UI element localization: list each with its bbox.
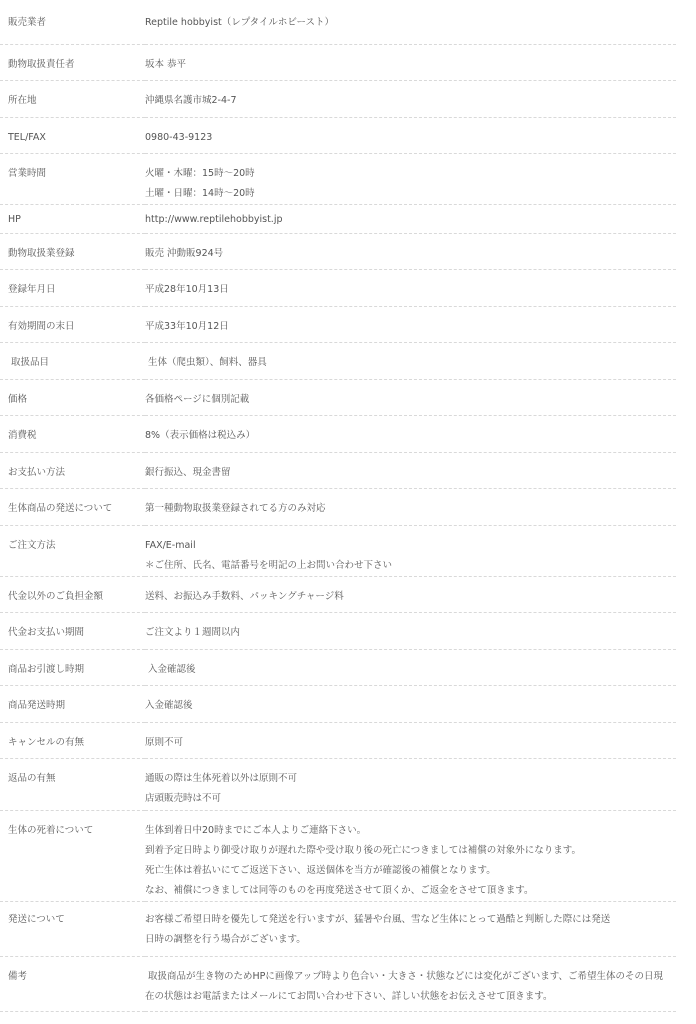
- row-value: [145, 269, 676, 306]
- row-value-line: 土曜・日曜：14時〜20時: [145, 187, 255, 199]
- info-row: [0, 722, 676, 758]
- row-value: [145, 204, 676, 233]
- info-row: [0, 80, 676, 117]
- row-label: 販売業者: [0, 0, 145, 44]
- info-row: [0, 269, 676, 306]
- row-label: 代金以外のご負担金額: [0, 576, 145, 612]
- row-label: 備考: [0, 956, 145, 1011]
- row-value-line: お客様ご希望日時を優先して発送を行いますが、猛暑や台風、雪など生体にとって過酷と判断した際には発送日時の調整を行う場合がございます。: [145, 913, 611, 945]
- info-row: [0, 117, 676, 153]
- row-value-line: FAX/E-mail: [145, 539, 196, 551]
- row-value: [145, 379, 676, 415]
- row-label: 取扱品目: [0, 342, 145, 379]
- row-value-line: ご注文より１週間以内: [145, 626, 241, 638]
- info-row: [0, 612, 676, 649]
- row-label: 返品の有無: [0, 758, 145, 810]
- row-value-line: 通販の際は生体死着以外は原則不可: [145, 772, 298, 784]
- row-label: 商品お引渡し時期: [0, 649, 145, 685]
- row-label: お支払い方法: [0, 452, 145, 488]
- info-row: [0, 0, 676, 44]
- row-value: [145, 44, 676, 80]
- row-value: [145, 901, 676, 956]
- row-label: 動物取扱責任者: [0, 44, 145, 80]
- row-label: 有効期間の末日: [0, 306, 145, 342]
- info-row: [0, 379, 676, 415]
- row-label: 生体商品の発送について: [0, 488, 145, 525]
- row-value-line: 火曜・木曜：15時〜20時: [145, 167, 255, 179]
- row-value-line: 到着予定日時より御受け取りが遅れた際や受け取り後の死亡につきましては補償の対象外になります。: [145, 844, 582, 856]
- info-row: [0, 488, 676, 525]
- row-value-line: http://www.reptilehobbyist.jp: [145, 213, 283, 225]
- row-value-line: 販売 沖動販924号: [145, 247, 224, 259]
- row-value: [145, 0, 676, 44]
- row-value: [145, 758, 676, 810]
- info-row: [0, 452, 676, 488]
- row-label: TEL/FAX: [0, 117, 145, 153]
- info-row: [0, 685, 676, 722]
- row-label: 所在地: [0, 80, 145, 117]
- row-label: ご注文方法: [0, 525, 145, 576]
- row-value-line: 店頭販売時は不可: [145, 792, 222, 804]
- row-value-line: 生体到着日中20時までにご本人よりご連絡下さい。: [145, 824, 367, 836]
- row-value-line: 平成28年10月13日: [145, 283, 229, 295]
- row-value-line: 0980-43-9123: [145, 131, 213, 143]
- row-value: [145, 452, 676, 488]
- info-row: [0, 204, 676, 233]
- info-row: [0, 233, 676, 269]
- info-row: [0, 576, 676, 612]
- row-value-line: 死亡生体は着払いにてご返送下さい、返送個体を当方が確認後の補償となります。: [145, 864, 496, 876]
- row-label: 代金お支払い期間: [0, 612, 145, 649]
- row-value-line: Reptile hobbyist（レプタイルホビースト）: [145, 17, 335, 28]
- row-label: 営業時間: [0, 153, 145, 204]
- row-label: 発送について: [0, 901, 145, 956]
- row-value-line: 入金確認後: [145, 663, 196, 675]
- row-label: 価格: [0, 379, 145, 415]
- row-value: [145, 80, 676, 117]
- row-value: [145, 685, 676, 722]
- info-row: [0, 415, 676, 452]
- info-row: [0, 901, 676, 956]
- row-value-line: 入金確認後: [145, 699, 193, 711]
- row-value: [145, 576, 676, 612]
- row-value: [145, 488, 676, 525]
- row-label: HP: [0, 204, 145, 233]
- info-row: [0, 758, 676, 810]
- row-label: 動物取扱業登録: [0, 233, 145, 269]
- row-value: [145, 306, 676, 342]
- row-value-line: 取扱商品が生き物のためHPに画像アップ時より色合い・大きさ・状態などには変化がございます、ご希望生体のその日現在の状態はお電話またはメールにてお問い合わせ下さい、詳しい状態をお伝えさせて頂きます。: [145, 970, 663, 1002]
- info-row: [0, 44, 676, 80]
- row-value-line: 原則不可: [145, 736, 184, 748]
- info-row: [0, 342, 676, 379]
- row-label: キャンセルの有無: [0, 722, 145, 758]
- row-value-line: 8%（表示価格は税込み）: [145, 429, 256, 441]
- info-row: [0, 956, 676, 1011]
- row-value: [145, 415, 676, 452]
- row-value-line: 第一種動物取扱業登録されてる方のみ対応: [145, 502, 326, 514]
- info-row: [0, 649, 676, 685]
- row-value: [145, 117, 676, 153]
- row-value-line: 送料、お振込み手数料、パッキングチャージ料: [145, 590, 344, 602]
- row-value: [145, 525, 676, 576]
- row-value-line: 各価格ページに個別記載: [145, 393, 250, 405]
- row-value-line: 生体（爬虫類）、飼料、器具: [145, 356, 267, 368]
- row-label: 消費税: [0, 415, 145, 452]
- row-value: [145, 722, 676, 758]
- row-value: [145, 233, 676, 269]
- info-row: [0, 306, 676, 342]
- row-value-line: 平成33年10月12日: [145, 320, 229, 332]
- row-value: [145, 153, 676, 204]
- info-row: [0, 153, 676, 204]
- info-row: [0, 525, 676, 576]
- row-label: 登録年月日: [0, 269, 145, 306]
- row-value-line: なお、補償につきましては同等のものを再度発送させて頂くか、ご返金をさせて頂きます。: [145, 884, 534, 896]
- info-row: [0, 810, 676, 901]
- row-value-line: 沖縄県名護市城2-4-7: [145, 94, 237, 106]
- row-value: [145, 612, 676, 649]
- row-value: [145, 342, 676, 379]
- row-value: [145, 810, 676, 901]
- row-value-line: 銀行振込、現金書留: [145, 466, 231, 478]
- row-value: [145, 956, 676, 1011]
- row-value-line: 坂本 恭平: [145, 58, 187, 70]
- row-value: [145, 649, 676, 685]
- row-label: 商品発送時期: [0, 685, 145, 722]
- row-label: 生体の死着について: [0, 810, 145, 901]
- row-value-line: ＊ご住所、氏名、電話番号を明記の上お問い合わせ下さい: [145, 559, 393, 571]
